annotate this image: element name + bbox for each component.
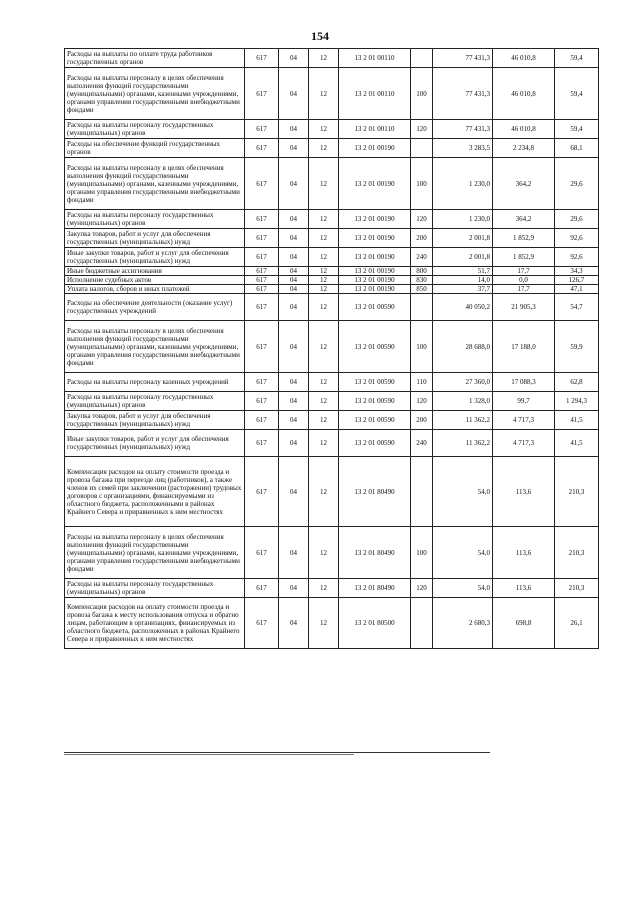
row-name: Расходы на обеспечение функций государственных органов [65,139,245,158]
table-row [65,294,599,321]
row-subsection-code: 12 [309,158,339,210]
row-target-code: 13 2 01 00190 [339,248,411,267]
row-expense-type: 120 [411,392,433,411]
row-subsection-code: 12 [309,229,339,248]
row-ministry-code: 617 [245,321,279,373]
row-section-code: 04 [279,210,309,229]
row-expense-type: 200 [411,229,433,248]
row-section-code: 04 [279,579,309,598]
row-actual-value: 364,2 [493,158,555,210]
row-section-code: 04 [279,294,309,321]
row-expense-type [411,294,433,321]
row-ministry-code: 617 [245,430,279,457]
row-ministry-code: 617 [245,527,279,579]
row-percent: 41,5 [555,430,599,457]
row-section-code: 04 [279,321,309,373]
row-actual-value: 17,7 [493,285,555,294]
table-row [65,158,599,210]
row-target-code: 13 2 01 80490 [339,579,411,598]
row-percent: 92,6 [555,248,599,267]
row-name: Расходы на выплаты персоналу государственных (муниципальных) органов [65,120,245,139]
row-percent: 210,3 [555,527,599,579]
row-section-code: 04 [279,68,309,120]
row-ministry-code: 617 [245,49,279,68]
row-name: Компенсация расходов на оплату стоимости проезда и провоза багажа при переезде лиц (работников), а также членов их семей при заключении (расторжении) трудовых договоров с организациями, финансируемыми из областного бюджета, расположенными в районах Крайнего Севера и приравненных к ним местностях [65,457,245,527]
row-percent: 59,4 [555,49,599,68]
row-name: Закупка товаров, работ и услуг для обеспечения государственных (муниципальных) нужд [65,411,245,430]
row-plan-value: 77 431,3 [433,49,493,68]
row-actual-value: 4 717,3 [493,411,555,430]
row-target-code: 13 2 01 80490 [339,527,411,579]
row-ministry-code: 617 [245,139,279,158]
row-percent: 59,4 [555,68,599,120]
row-name: Уплата налогов, сборов и иных платежей [65,285,245,294]
row-target-code: 13 2 01 00590 [339,321,411,373]
row-expense-type: 800 [411,267,433,276]
row-expense-type: 120 [411,120,433,139]
row-subsection-code: 12 [309,248,339,267]
row-percent: 59,9 [555,321,599,373]
table-row [65,229,599,248]
row-name: Расходы на обеспечение деятельности (оказание услуг) государственных учреждений [65,294,245,321]
budget-table [64,48,599,649]
row-expense-type: 100 [411,527,433,579]
row-ministry-code: 617 [245,579,279,598]
row-target-code: 13 2 01 00110 [339,120,411,139]
row-expense-type: 100 [411,321,433,373]
row-subsection-code: 12 [309,598,339,649]
row-plan-value: 2 001,8 [433,248,493,267]
row-section-code: 04 [279,373,309,392]
row-section-code: 04 [279,158,309,210]
row-section-code: 04 [279,139,309,158]
row-percent: 29,6 [555,158,599,210]
page-number: 154 [311,29,329,43]
row-target-code: 13 2 01 00590 [339,294,411,321]
row-subsection-code: 12 [309,321,339,373]
row-target-code: 13 2 01 00190 [339,285,411,294]
row-expense-type: 850 [411,285,433,294]
row-plan-value: 40 050,2 [433,294,493,321]
row-name: Расходы на выплаты персоналу государственных (муниципальных) органов [65,210,245,229]
row-actual-value: 698,8 [493,598,555,649]
table-row [65,49,599,68]
row-actual-value: 46 010,8 [493,49,555,68]
row-plan-value: 28 688,0 [433,321,493,373]
row-subsection-code: 12 [309,267,339,276]
row-target-code: 13 2 01 80490 [339,457,411,527]
table-row [65,392,599,411]
row-expense-type: 120 [411,579,433,598]
row-plan-value: 27 360,0 [433,373,493,392]
row-subsection-code: 12 [309,457,339,527]
row-percent: 26,1 [555,598,599,649]
row-actual-value: 99,7 [493,392,555,411]
row-percent: 34,3 [555,267,599,276]
table-row [65,139,599,158]
row-percent: 68,1 [555,139,599,158]
table-row [65,598,599,649]
row-name: Иные закупки товаров, работ и услуг для обеспечения государственных (муниципальных) нужд [65,248,245,267]
row-plan-value: 14,0 [433,276,493,285]
row-name: Компенсация расходов на оплату стоимости проезда и провоза багажа к месту использования отпуска и обратно лицам, работающим в организациях, финансируемых из областного бюджета, расположенных в районах Крайнего Севера и приравненных к ним местностях [65,598,245,649]
row-section-code: 04 [279,392,309,411]
row-target-code: 13 2 01 00190 [339,229,411,248]
row-subsection-code: 12 [309,210,339,229]
row-expense-type: 200 [411,411,433,430]
row-plan-value: 54,0 [433,579,493,598]
row-plan-value: 11 362,2 [433,430,493,457]
row-name: Расходы на выплаты персоналу государственных (муниципальных) органов [65,392,245,411]
row-percent: 1 294,3 [555,392,599,411]
row-percent: 126,7 [555,276,599,285]
row-ministry-code: 617 [245,267,279,276]
row-plan-value: 77 431,3 [433,68,493,120]
row-target-code: 13 2 01 00190 [339,267,411,276]
bottom-rule [64,752,490,753]
row-ministry-code: 617 [245,229,279,248]
row-actual-value: 0,0 [493,276,555,285]
row-percent: 62,8 [555,373,599,392]
row-section-code: 04 [279,285,309,294]
row-ministry-code: 617 [245,285,279,294]
row-expense-type: 830 [411,276,433,285]
row-name: Закупка товаров, работ и услуг для обеспечения государственных (муниципальных) нужд [65,229,245,248]
row-plan-value: 1 328,0 [433,392,493,411]
table-row [65,267,599,276]
row-percent: 92,6 [555,229,599,248]
row-name: Расходы на выплаты персоналу в целях обеспечения выполнения функций государственными (муниципальными) органами, казенными учреждениями, органами управления государственными внебюджетными фондами [65,68,245,120]
row-subsection-code: 12 [309,120,339,139]
row-actual-value: 113,6 [493,457,555,527]
row-expense-type: 100 [411,68,433,120]
row-section-code: 04 [279,276,309,285]
row-percent: 54,7 [555,294,599,321]
row-percent: 29,6 [555,210,599,229]
row-name: Расходы на выплаты персоналу казенных учреждений [65,373,245,392]
row-target-code: 13 2 01 00190 [339,139,411,158]
row-target-code: 13 2 01 00590 [339,392,411,411]
row-section-code: 04 [279,49,309,68]
row-ministry-code: 617 [245,158,279,210]
table-row [65,68,599,120]
row-ministry-code: 617 [245,248,279,267]
row-target-code: 13 2 01 00590 [339,373,411,392]
row-ministry-code: 617 [245,392,279,411]
row-actual-value: 21 905,3 [493,294,555,321]
row-subsection-code: 12 [309,527,339,579]
row-section-code: 04 [279,457,309,527]
row-subsection-code: 12 [309,285,339,294]
row-name: Исполнение судебных актов [65,276,245,285]
row-plan-value: 1 230,0 [433,158,493,210]
row-subsection-code: 12 [309,411,339,430]
table-row [65,411,599,430]
row-actual-value: 1 852,9 [493,229,555,248]
row-name: Расходы на выплаты персоналу государственных (муниципальных) органов [65,579,245,598]
row-actual-value: 113,6 [493,527,555,579]
row-plan-value: 37,7 [433,285,493,294]
row-target-code: 13 2 01 00110 [339,49,411,68]
row-subsection-code: 12 [309,392,339,411]
row-section-code: 04 [279,430,309,457]
row-section-code: 04 [279,267,309,276]
table-row [65,430,599,457]
row-plan-value: 51,7 [433,267,493,276]
row-subsection-code: 12 [309,430,339,457]
table-row [65,210,599,229]
row-name: Расходы на выплаты персоналу в целях обеспечения выполнения функций государственными (муниципальными) органами, казенными учреждениями, органами управления государственными внебюджетными фондами [65,158,245,210]
row-subsection-code: 12 [309,49,339,68]
row-ministry-code: 617 [245,68,279,120]
row-expense-type [411,49,433,68]
row-section-code: 04 [279,248,309,267]
row-section-code: 04 [279,229,309,248]
row-section-code: 04 [279,411,309,430]
row-expense-type: 240 [411,248,433,267]
row-expense-type [411,139,433,158]
row-name: Расходы на выплаты по оплате труда работников государственных органов [65,49,245,68]
row-target-code: 13 2 01 80500 [339,598,411,649]
row-plan-value: 11 362,2 [433,411,493,430]
table-row [65,120,599,139]
row-plan-value: 1 230,0 [433,210,493,229]
row-percent: 210,3 [555,579,599,598]
row-actual-value: 17 088,3 [493,373,555,392]
row-plan-value: 54,0 [433,457,493,527]
row-actual-value: 46 010,8 [493,68,555,120]
row-percent: 210,3 [555,457,599,527]
row-actual-value: 364,2 [493,210,555,229]
table-row [65,321,599,373]
bottom-rule-secondary [64,754,354,755]
row-section-code: 04 [279,527,309,579]
row-name: Расходы на выплаты персоналу в целях обеспечения выполнения функций государственными (муниципальными) органами, казенными учреждениями, органами управления государственными внебюджетными фондами [65,527,245,579]
row-actual-value: 2 234,8 [493,139,555,158]
row-expense-type: 120 [411,210,433,229]
row-actual-value: 1 852,9 [493,248,555,267]
row-actual-value: 113,6 [493,579,555,598]
row-plan-value: 54,0 [433,527,493,579]
row-actual-value: 46 010,8 [493,120,555,139]
row-ministry-code: 617 [245,276,279,285]
row-percent: 41,5 [555,411,599,430]
row-expense-type [411,457,433,527]
row-section-code: 04 [279,120,309,139]
row-actual-value: 17 188,0 [493,321,555,373]
row-name: Иные закупки товаров, работ и услуг для обеспечения государственных (муниципальных) нужд [65,430,245,457]
table-row [65,457,599,527]
row-target-code: 13 2 01 00190 [339,158,411,210]
table-row [65,285,599,294]
row-ministry-code: 617 [245,598,279,649]
row-ministry-code: 617 [245,210,279,229]
row-subsection-code: 12 [309,276,339,285]
row-actual-value: 17,7 [493,267,555,276]
table-row [65,579,599,598]
row-target-code: 13 2 01 00110 [339,68,411,120]
row-name: Иные бюджетные ассигнования [65,267,245,276]
table-row [65,248,599,267]
row-percent: 59,4 [555,120,599,139]
row-expense-type: 110 [411,373,433,392]
row-subsection-code: 12 [309,294,339,321]
table-row [65,276,599,285]
row-ministry-code: 617 [245,294,279,321]
row-subsection-code: 12 [309,579,339,598]
row-expense-type [411,598,433,649]
row-target-code: 13 2 01 00190 [339,276,411,285]
row-percent: 47,1 [555,285,599,294]
row-target-code: 13 2 01 00190 [339,210,411,229]
table-row [65,527,599,579]
row-subsection-code: 12 [309,373,339,392]
row-expense-type: 100 [411,158,433,210]
row-ministry-code: 617 [245,457,279,527]
row-ministry-code: 617 [245,411,279,430]
row-plan-value: 77 431,3 [433,120,493,139]
row-name: Расходы на выплаты персоналу в целях обеспечения выполнения функций государственными (муниципальными) органами, казенными учреждениями, органами управления государственными внебюджетными фондами [65,321,245,373]
row-plan-value: 3 283,5 [433,139,493,158]
row-section-code: 04 [279,598,309,649]
row-subsection-code: 12 [309,68,339,120]
row-subsection-code: 12 [309,139,339,158]
row-ministry-code: 617 [245,373,279,392]
row-ministry-code: 617 [245,120,279,139]
table-row [65,373,599,392]
row-plan-value: 2 680,3 [433,598,493,649]
row-actual-value: 4 717,3 [493,430,555,457]
row-target-code: 13 2 01 00590 [339,430,411,457]
row-plan-value: 2 001,8 [433,229,493,248]
budget-table-body [65,49,599,649]
row-expense-type: 240 [411,430,433,457]
row-target-code: 13 2 01 00590 [339,411,411,430]
